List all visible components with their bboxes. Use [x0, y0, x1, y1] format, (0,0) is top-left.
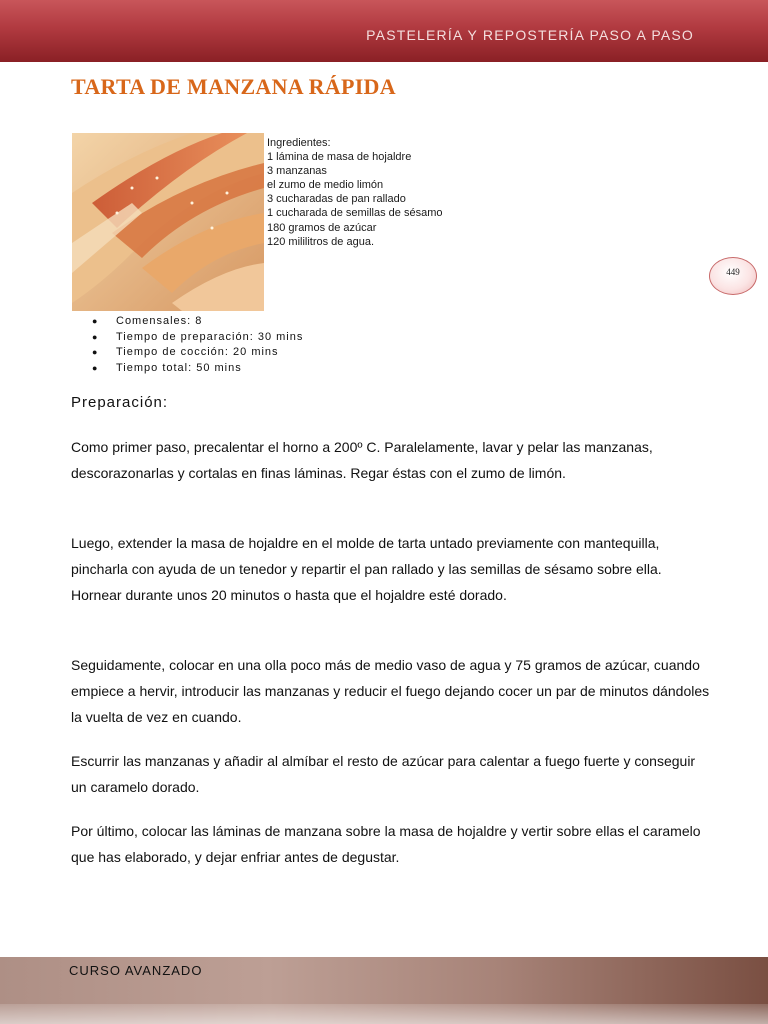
fact-cook-time: [92, 345, 303, 361]
preparation-paragraph: Luego, extender la masa de hojaldre en el molde de tarta untado previamente con mantequilla, pincharla con ayuda de un tenedor y repartir el pan rallado y las semillas de sésamo sobre ella. Hornear durante unos 20 minutos o hasta que el hojaldre esté dorado.: [71, 535, 662, 603]
fact-prep-time: [92, 330, 303, 346]
fact-text: Comensales: 8: [116, 315, 203, 327]
header-title: PASTELERÍA Y REPOSTERÍA PASO A PASO: [366, 27, 694, 43]
recipe-photo: [72, 133, 264, 311]
page-number-badge: 449: [709, 257, 757, 295]
ingredient-item: 3 manzanas: [267, 165, 327, 178]
fact-servings: [92, 314, 303, 330]
ingredient-item: 1 cucharada de semillas de sésamo: [267, 207, 443, 220]
ingredient-item: 3 cucharadas de pan rallado: [267, 193, 406, 206]
fact-text: Tiempo de preparación: 30 mins: [116, 330, 304, 343]
ingredient-item: el zumo de medio limón: [267, 179, 384, 192]
preparation-paragraph: Seguidamente, colocar en una olla poco más de medio vaso de agua y 75 gramos de azúcar, cuando empiece a hervir, introducir las manzanas y reducir el fuego dejando cocer un par de minutos dándoles la vuelta de vez en cuando.: [71, 657, 710, 725]
preparation-paragraph: Escurrir las manzanas y añadir al almíbar el resto de azúcar para calentar a fuego fuerte y conseguir un caramelo dorado.: [71, 753, 696, 795]
apple-tart-image: [72, 133, 264, 311]
fact-text: Tiempo de cocción: 20 mins: [116, 346, 279, 359]
ingredients-list: [267, 136, 442, 249]
footer-title: CURSO AVANZADO: [69, 963, 203, 978]
recipe-title: TARTA DE MANZANA RÁPIDA: [71, 74, 396, 99]
preparation-heading: Preparación:: [71, 394, 169, 411]
ingredient-item: 180 gramos de azúcar: [267, 221, 377, 234]
recipe-facts-list: [92, 314, 303, 376]
fact-total-time: [92, 361, 303, 377]
ingredient-item: 120 mililitros de agua.: [267, 235, 375, 248]
bullet-icon: ●: [92, 316, 99, 326]
preparation-paragraph: Por último, colocar las láminas de manzana sobre la masa de hojaldre y vertir sobre ellas el caramelo que has elaborado, y dejar enfriar antes de degustar.: [71, 823, 701, 865]
ingredient-item: 1 lámina de masa de hojaldre: [267, 151, 412, 164]
fact-text: Tiempo total: 50 mins: [116, 361, 242, 374]
preparation-paragraph: Como primer paso, precalentar el horno a 200º C. Paralelamente, lavar y pelar las manzanas, descorazonarlas y cortalas en finas láminas. Regar éstas con el zumo de limón.: [71, 439, 653, 481]
bullet-icon: ●: [92, 347, 99, 358]
bullet-icon: ●: [92, 362, 99, 373]
ingredients-heading: Ingredientes:: [267, 137, 331, 149]
bullet-icon: ●: [92, 331, 99, 342]
